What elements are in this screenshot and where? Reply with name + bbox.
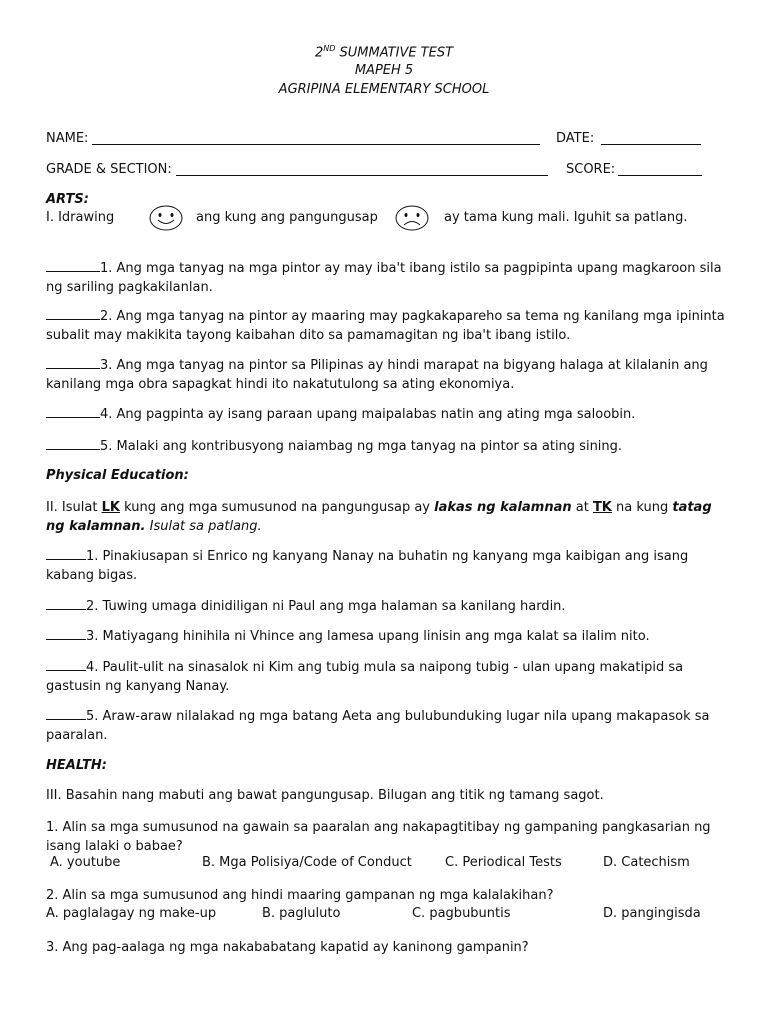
q2-choice-d[interactable]: D. pangingisda xyxy=(603,906,701,921)
answer-blank[interactable] xyxy=(46,547,86,560)
q1-choice-b[interactable]: B. Mga Polisiya/Code of Conduct xyxy=(202,855,412,870)
score-field[interactable] xyxy=(618,162,702,176)
grade-section-label: GRADE & SECTION: xyxy=(46,162,172,177)
arts-heading: ARTS: xyxy=(46,192,89,207)
q1-choice-a[interactable]: A. youtube xyxy=(50,855,121,870)
lk-code: LK xyxy=(101,500,120,515)
answer-blank[interactable] xyxy=(46,707,86,720)
q2-choice-c[interactable]: C. pagbubuntis xyxy=(412,906,511,921)
health-heading: HEALTH: xyxy=(46,758,107,773)
arts-item-3 xyxy=(46,356,726,394)
answer-blank[interactable] xyxy=(46,597,86,610)
score-label: SCORE: xyxy=(566,162,616,177)
arts-item-text: 3. Ang mga tanyag na pintor sa Pilipinas ay hindi marapat na bigyang halaga at kilalanin ang kanilang mga obra sapagkat hindi ito nakatutulong sa ating ekonomiya. xyxy=(46,358,708,392)
pe-item-text: 1. Pinakiusapan si Enrico ng kanyang Nanay na buhatin ng kanyang mga kaibigan ang isang kabang bigas. xyxy=(46,549,689,583)
answer-blank[interactable] xyxy=(46,627,86,640)
health-question-2: 2. Alin sa mga sumusunod ang hindi maaring gampanan ng mga kalalakihan? xyxy=(46,888,554,903)
pe-instr-text: Isulat sa patlang. xyxy=(145,519,262,534)
lakas-term: lakas ng kalamnan xyxy=(434,500,572,515)
smiley-face-icon xyxy=(148,204,184,232)
answer-blank[interactable] xyxy=(46,356,100,369)
arts-item-text: 4. Ang pagpinta ay isang paraan upang maipalabas natin ang ating mga saloobin. xyxy=(100,407,636,422)
answer-blank[interactable] xyxy=(46,259,100,272)
pe-item-text: 4. Paulit-ulit na sinasalok ni Kim ang tubig mula sa naipong tubig - ulan upang makatipid sa gastusin ng kanyang Nanay. xyxy=(46,660,684,694)
health-instruction: III. Basahin nang mabuti ang bawat pangungusap. Bilugan ang titik ng tamang sagot. xyxy=(46,788,604,803)
pe-item-text: 2. Tuwing umaga dinidiligan ni Paul ang mga halaman sa kanilang hardin. xyxy=(86,599,566,614)
pe-item-4 xyxy=(46,658,726,696)
pe-instr-text: at xyxy=(571,500,593,515)
pe-instr-text: II. Isulat xyxy=(46,500,102,515)
q2-choice-b[interactable]: B. pagluluto xyxy=(262,906,341,921)
date-label: DATE: xyxy=(556,131,595,146)
pe-item-text: 3. Matiyagang hinihila ni Vhince ang lamesa upang linisin ang mga kalat sa ilalim nito. xyxy=(86,629,650,644)
health-question-3: 3. Ang pag-aalaga ng mga nakababatang kapatid ay kaninong gampanin? xyxy=(46,940,529,955)
q2-choice-a[interactable]: A. paglalagay ng make-up xyxy=(46,906,217,921)
arts-item-4 xyxy=(46,405,726,424)
pe-instruction xyxy=(46,498,726,536)
arts-item-2 xyxy=(46,307,726,345)
sad-face-icon xyxy=(394,204,430,232)
arts-instruction-c: ay tama kung mali. Iguhit sa patlang. xyxy=(444,210,688,225)
arts-item-text: 1. Ang mga tanyag na mga pintor ay may iba't ibang istilo sa pagpipinta upang magkaroon sila ng sariling pagkakilanlan. xyxy=(46,261,722,295)
name-field[interactable] xyxy=(92,131,540,145)
answer-blank[interactable] xyxy=(46,658,86,671)
tk-code: TK xyxy=(592,500,612,515)
pe-item-5 xyxy=(46,707,726,745)
subject-title: MAPEH 5 xyxy=(354,63,414,78)
title-superscript: ND xyxy=(323,44,336,53)
pe-heading: Physical Education: xyxy=(46,468,189,483)
answer-blank[interactable] xyxy=(46,307,100,320)
answer-blank[interactable] xyxy=(46,437,100,450)
test-title xyxy=(0,44,768,60)
pe-item-3 xyxy=(46,627,726,646)
answer-blank[interactable] xyxy=(46,405,100,418)
pe-instr-text: na kung xyxy=(611,500,673,515)
grade-section-field[interactable] xyxy=(176,162,548,176)
arts-item-5 xyxy=(46,437,726,456)
tatag-term: tatag ng kalamnan. xyxy=(46,500,712,534)
pe-item-1 xyxy=(46,547,726,585)
q1-choice-d[interactable]: D. Catechism xyxy=(603,855,690,870)
pe-item-2 xyxy=(46,597,726,616)
arts-item-text: 2. Ang mga tanyag na pintor ay maaring may pagkakapareho sa tema ng kanilang mga ipininta subalit may makikita tayong kaibahan dito sa pamamagitan ng iba't ibang istilo. xyxy=(46,309,725,343)
arts-instruction-a: I. Idrawing xyxy=(46,210,115,225)
health-question-1: 1. Alin sa mga sumusunod na gawain sa paaralan ang nakapagtitibay ng gampaning pangkasarian ng isang lalaki o babae? xyxy=(46,820,711,854)
school-name: AGRIPINA ELEMENTARY SCHOOL xyxy=(278,82,490,97)
pe-instr-text: kung ang mga sumusunod na pangungusap ay xyxy=(119,500,435,515)
name-label: NAME: xyxy=(46,131,89,146)
title-number: 2 xyxy=(314,45,324,61)
arts-item-1 xyxy=(46,259,726,297)
arts-instruction-b: ang kung ang pangungusap xyxy=(196,210,378,225)
title-text: SUMMATIVE TEST xyxy=(335,45,454,61)
date-field[interactable] xyxy=(601,131,701,145)
q1-choice-c[interactable]: C. Periodical Tests xyxy=(445,855,562,870)
arts-item-text: 5. Malaki ang kontribusyong naiambag ng mga tanyag na pintor sa ating sining. xyxy=(100,439,623,454)
pe-item-text: 5. Araw-araw nilalakad ng mga batang Aeta ang bulubunduking lugar nila upang makapasok sa paaralan. xyxy=(46,709,710,743)
